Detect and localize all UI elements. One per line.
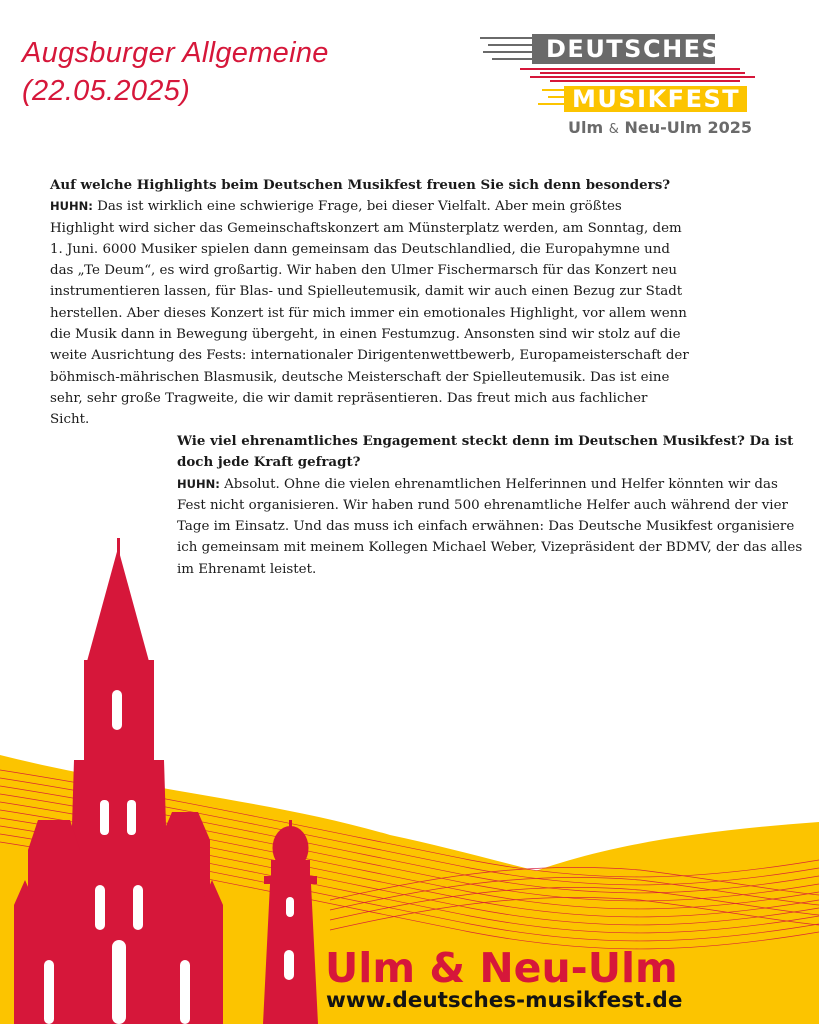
source-date: (22.05.2025) bbox=[22, 75, 191, 107]
question-2: Wie viel ehrenamtliches Engagement steckt denn im Deutschen Musikfest? Da ist doch jede Kraft gefragt? bbox=[177, 433, 794, 471]
footer-url-link[interactable]: www.deutsches-musikfest.de bbox=[326, 988, 683, 1013]
interview-block-1 bbox=[50, 175, 690, 431]
speaker-label: HUHN: bbox=[177, 476, 220, 491]
answer-2 bbox=[177, 474, 807, 580]
logo-word-deutsches: DEUTSCHES bbox=[546, 35, 721, 63]
logo-tagline: Ulm & Neu-Ulm 2025 bbox=[568, 118, 752, 137]
interview-block-2 bbox=[177, 431, 807, 580]
question-1: Auf welche Highlights beim Deutschen Musikfest freuen Sie sich denn besonders? bbox=[50, 177, 671, 193]
speaker-label: HUHN: bbox=[50, 199, 93, 214]
answer-text: Absolut. Ohne die vielen ehrenamtlichen Helferinnen und Helfer könnten wir das Fest nicht organisieren. Wir haben rund 500 ehrenamtliche Helfer auch während der vier Tage im Einsatz. Und das muss ich einfach erwähnen: Das Deutsche Musikfest organisiere ich gemeinsam mit meinem Kollegen Michael Weber, Vizepräsident der BDMV, der das alles im Ehrenamt leistet. bbox=[177, 476, 803, 577]
source-name: Augsburger Allgemeine bbox=[22, 37, 329, 69]
footer-city: Ulm & Neu-Ulm bbox=[325, 944, 678, 992]
logo-word-musikfest: MUSIKFEST bbox=[572, 85, 741, 113]
answer-1 bbox=[50, 196, 690, 430]
answer-text: Das ist wirklich eine schwierige Frage, bei dieser Vielfalt. Aber mein größtes Highlight wird sicher das Gemeinschaftskonzert am Münsterplatz werden, am Sonntag, dem 1. Juni. 6000 Musiker spielen dann gemeinsam das Deutschlandlied, die Europahymne und das „Te Deum“, es wird großartig. Wir haben den Ulmer Fischermarsch für das Konzert neu instrumentieren lassen, für Blas- und Spielleutemusik, damit wir auch einen Bezug zur Stadt herstellen. Aber dieses Konzert ist für mich immer ein emotionales Highlight, vor allem wenn die Musik dann in Bewegung übergeht, in einen Festumzug. Ansonsten sind wir stolz auf die weite Ausrichtung des Fests: internationaler Dirigentenwettbewerb, Europameisterschaft der böhmisch-mährischen Blasmusik, deutsche Meisterschaft der Spielleutemusik. Das ist eine sehr, sehr große Tragweite, die wir damit repräsentieren. Das freut mich aus fachlicher Sicht. bbox=[50, 199, 689, 428]
